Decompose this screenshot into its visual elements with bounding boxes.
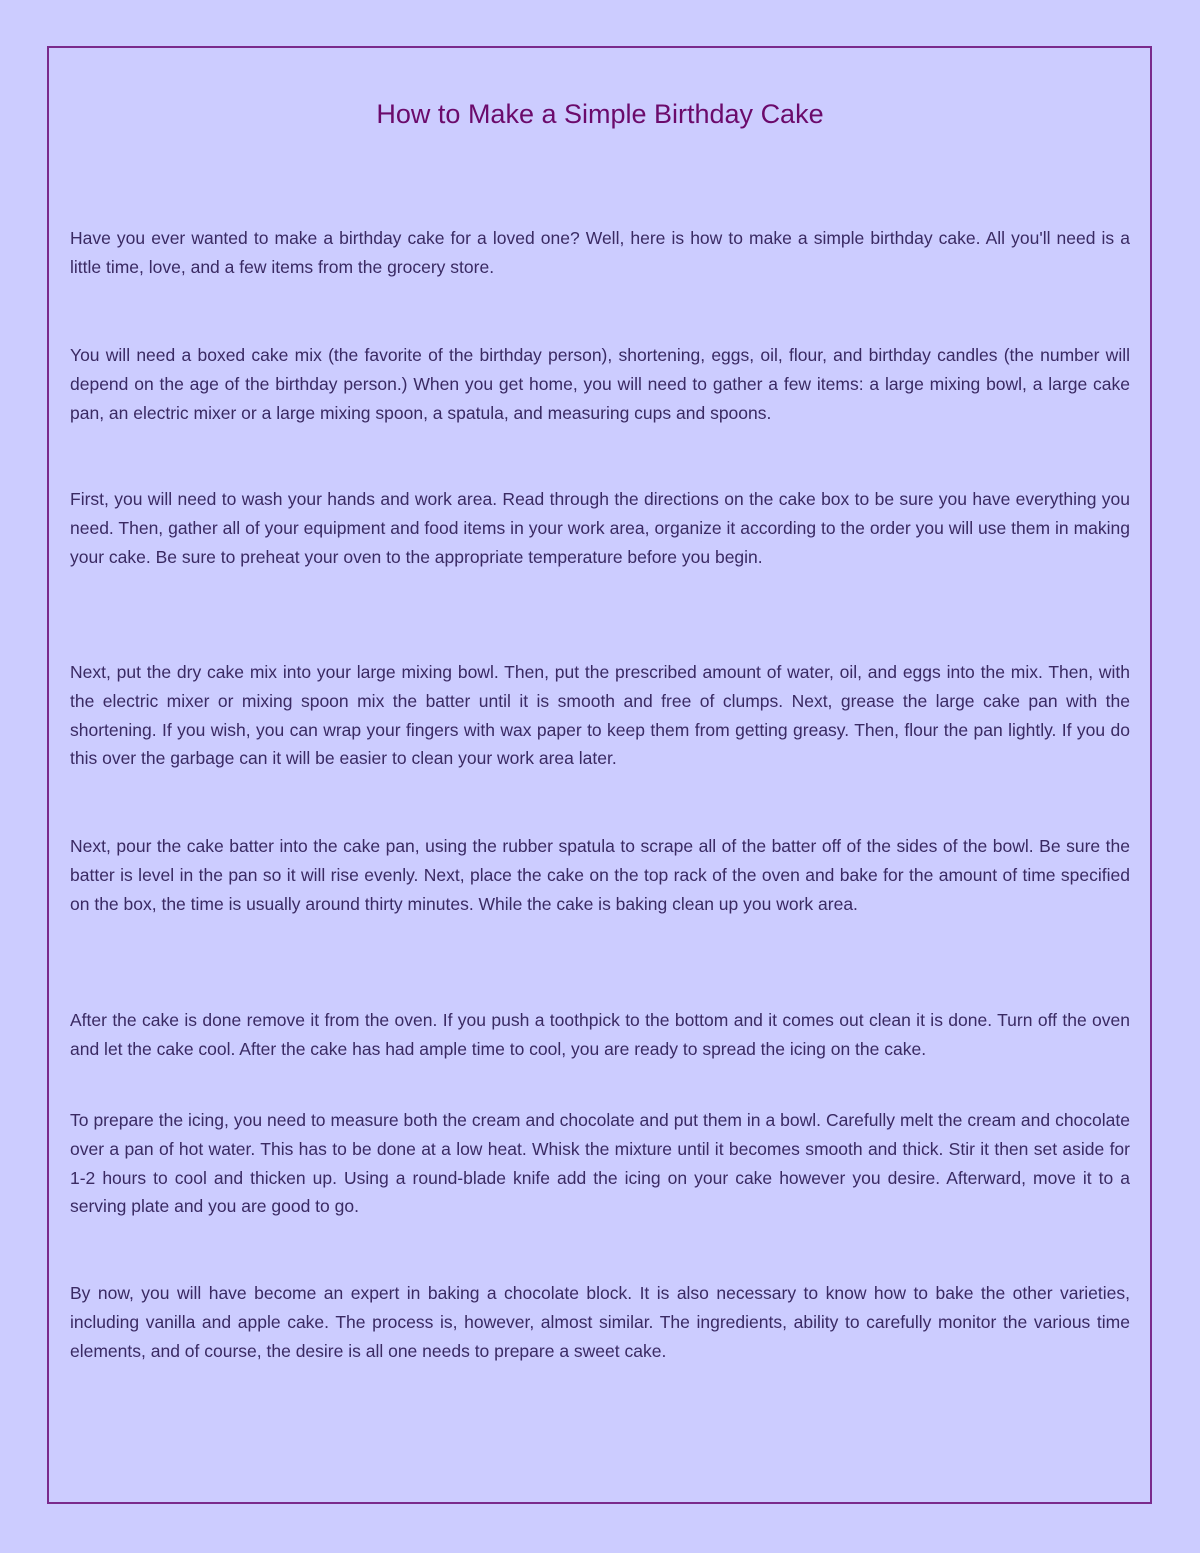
paragraph-preparation: First, you will need to wash your hands and work area. Read through the directions on the cake box to be sure you have everything you need. Then, gather all of your equipment and food items in your work area, organize it according to the order you will use them in making your cake. Be sure to preheat your oven to the appropriate temperature before you begin. (70, 489, 1130, 567)
paragraph-cooling: After the cake is done remove it from the oven. If you push a toothpick to the bottom and it comes out clean it is done. Turn off the oven and let the cake cool. After the cake has had ample time to cool, you are ready to spread the icing on the cake. (70, 1010, 1130, 1059)
paragraph-mixing: Next, put the dry cake mix into your large mixing bowl. Then, put the prescribed amount of water, oil, and eggs into the mix. Then, with the electric mixer or mixing spoon mix the batter until it is smooth and free of clumps. Next, grease the large cake pan with the shortening. If you wish, you can wrap your fingers with wax paper to keep them from getting greasy. Then, flour the pan lightly. If you do this over the garbage can it will be easier to clean your work area later. (70, 662, 1130, 769)
paragraph-conclusion: By now, you will have become an expert in baking a chocolate block. It is also necessary to know how to bake the other varieties, including vanilla and apple cake. The process is, however, almost similar. The ingredients, ability to carefully monitor the various time elements, and of course, the desire is all one needs to prepare a sweet cake. (70, 1283, 1130, 1361)
paragraph-intro: Have you ever wanted to make a birthday cake for a loved one? Well, here is how to make a simple birthday cake. All you'll need is a little time, love, and a few items from the grocery store. (70, 228, 1130, 277)
document-title: How to Make a Simple Birthday Cake (376, 99, 824, 129)
paragraph-baking: Next, pour the cake batter into the cake pan, using the rubber spatula to scrape all of the batter off of the sides of the bowl. Be sure the batter is level in the pan so it will rise evenly. Next, place the cake on the top rack of the oven and bake for the amount of time specified on the box, the time is usually around thirty minutes. While the cake is baking clean up you work area. (70, 836, 1130, 914)
paragraph-icing: To prepare the icing, you need to measure both the cream and chocolate and put them in a bowl. Carefully melt the cream and chocolate over a pan of hot water. This has to be done at a low heat. Whisk the mixture until it becomes smooth and thick. Stir it then set aside for 1-2 hours to cool and thicken up. Using a round-blade knife add the icing on your cake however you desire. Afterward, move it to a serving plate and you are good to go. (70, 1110, 1130, 1217)
paragraph-ingredients: You will need a boxed cake mix (the favorite of the birthday person), shortening, eggs, oil, flour, and birthday candles (the number will depend on the age of the birthday person.) When you get home, you will need to gather a few items: a large mixing bowl, a large cake pan, an electric mixer or a large mixing spoon, a spatula, and measuring cups and spoons. (70, 345, 1130, 423)
